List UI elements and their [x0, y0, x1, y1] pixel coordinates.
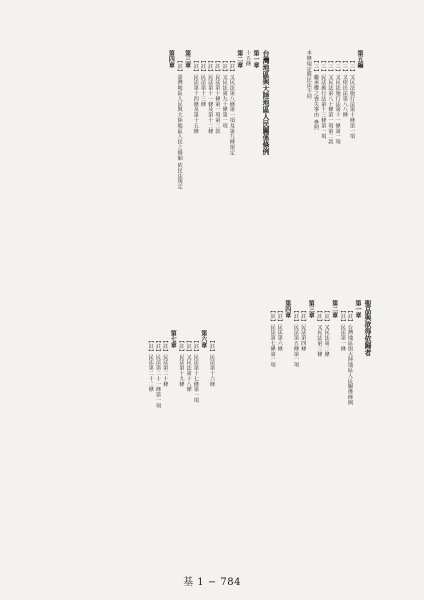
- chapter-heading: 第七章: [169, 330, 177, 349]
- text-column: 【註】民法第五條第一項: [292, 308, 299, 368]
- chapter-heading: 第四章: [283, 300, 291, 319]
- text-column: 十五條: [245, 50, 251, 67]
- text-column: 【註】民法第十四條及第十五條: [192, 58, 199, 134]
- chapter-heading: 第二章: [330, 300, 338, 319]
- text-block-top-right: [290, 50, 364, 210]
- text-block-top-left: [60, 50, 270, 320]
- text-column: 【註】又民法第八條第一項及第九條規定: [228, 58, 235, 156]
- chapter-heading: 第二章: [235, 50, 243, 69]
- text-column: 【註】臺灣地區人民與大陸地區人民之婚姻 依民法規定: [176, 58, 183, 190]
- chapter-heading: 第三章: [183, 50, 191, 69]
- text-column: 【註】民法第七條第一項: [269, 308, 276, 368]
- chapter-heading: 第三章: [307, 300, 315, 319]
- text-column: 本條規定與民法不同: [305, 50, 312, 99]
- chapter-heading: 第五編: [356, 50, 363, 69]
- section-title: 台灣地區與大陸地區人民關係條例: [261, 50, 269, 155]
- text-column: 【三】又依民法第八八條: [341, 58, 348, 118]
- section-title: 聖品與欲得依歸者: [363, 300, 371, 356]
- text-column: 【註】又民法第九十條第一項: [221, 58, 228, 129]
- chapter-heading: 第一章: [252, 50, 259, 69]
- text-column: 【註】民法第六條: [276, 308, 283, 352]
- text-column: 【註】台灣地區與大陸地區人民關係條例: [347, 308, 353, 406]
- text-column: 【註】民法第十一條及第十二條: [207, 58, 214, 134]
- text-column: 【註】民法第二十一條第一項: [154, 338, 161, 409]
- text-column: 【註】民法第十條第一項第二款: [214, 58, 221, 134]
- text-column: 【三】又民法施行法第十一條第一項: [334, 58, 341, 145]
- text-column: 【註】又民法第十八條: [185, 338, 192, 392]
- text-column: 【三】民法施行法第十三條第一項: [320, 58, 327, 139]
- text-column: 【三】又民法第八十條第一項第二款: [327, 58, 334, 145]
- text-column: 【註】民法第十九條: [178, 338, 185, 387]
- chapter-heading: 第一章: [354, 300, 361, 319]
- text-column: 【註】民法第一條: [339, 308, 346, 352]
- text-column: 【註】民法第四條: [300, 308, 307, 352]
- text-column: 【註】民法第二十二條: [147, 338, 154, 392]
- text-column: 【註】又民法第二條: [323, 308, 330, 357]
- text-column: 【註】民法第二十條: [162, 338, 169, 387]
- chapter-heading: 第六章: [199, 330, 207, 349]
- text-column: 【註】又民法第三條: [316, 308, 323, 357]
- text-block-bottom-left: [135, 330, 215, 540]
- text-column: 【三】繼承權之喪失事由 參照: [312, 58, 319, 131]
- page-number: 基 1 − 784: [183, 577, 241, 588]
- text-column: 【註】民法第十七條第一項: [192, 338, 199, 403]
- text-column: 【三】又民法施行法第十條第一項: [349, 58, 355, 139]
- text-column: 【註】民法第十六條: [209, 338, 215, 387]
- text-column: 【註】民法第十三條: [199, 58, 206, 107]
- chapter-heading: 第四章: [167, 50, 175, 69]
- text-block-bottom-right: [220, 300, 372, 550]
